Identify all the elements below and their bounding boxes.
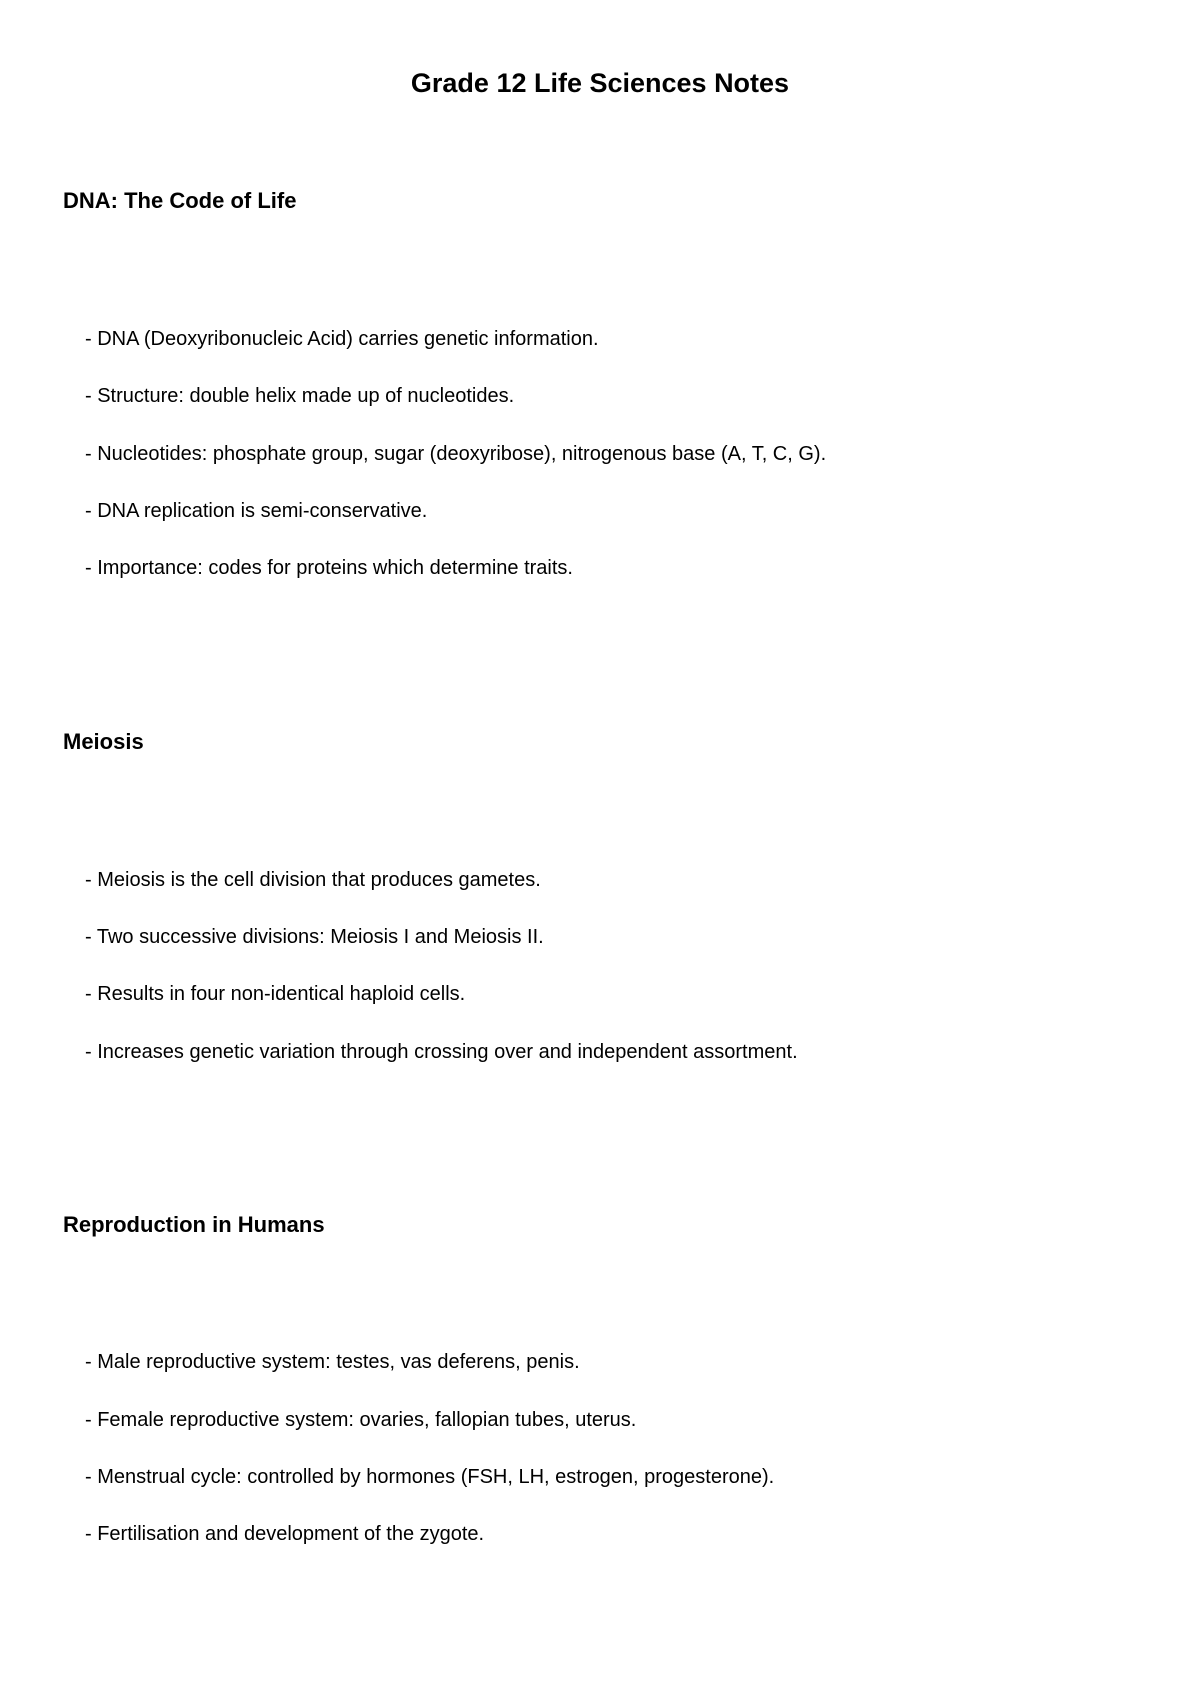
page-title: Grade 12 Life Sciences Notes xyxy=(410,68,790,98)
section-heading-reproduction: Reproduction in Humans xyxy=(63,1212,325,1237)
list-item: - DNA (Deoxyribonucleic Acid) carries genetic information. xyxy=(85,328,599,350)
section-heading-meiosis: Meiosis xyxy=(63,729,144,754)
list-item: - Male reproductive system: testes, vas deferens, penis. xyxy=(85,1351,580,1373)
list-item: - Nucleotides: phosphate group, sugar (deoxyribose), nitrogenous base (A, T, C, G). xyxy=(85,443,827,465)
list-item: - Menstrual cycle: controlled by hormones (FSH, LH, estrogen, progesterone). xyxy=(85,1466,775,1488)
list-item: - Increases genetic variation through crossing over and independent assortment. xyxy=(85,1041,798,1063)
section-heading-dna: DNA: The Code of Life xyxy=(63,188,297,213)
list-item: - Fertilisation and development of the zygote. xyxy=(85,1523,485,1545)
list-item: - Structure: double helix made up of nucleotides. xyxy=(85,385,515,407)
list-item: - Female reproductive system: ovaries, fallopian tubes, uterus. xyxy=(85,1409,637,1431)
list-item: - Results in four non-identical haploid cells. xyxy=(85,983,466,1005)
list-item: - Importance: codes for proteins which determine traits. xyxy=(85,557,573,579)
list-item: - Two successive divisions: Meiosis I and Meiosis II. xyxy=(85,926,544,948)
list-item: - DNA replication is semi-conservative. xyxy=(85,500,428,522)
list-item: - Meiosis is the cell division that produces gametes. xyxy=(85,869,541,891)
